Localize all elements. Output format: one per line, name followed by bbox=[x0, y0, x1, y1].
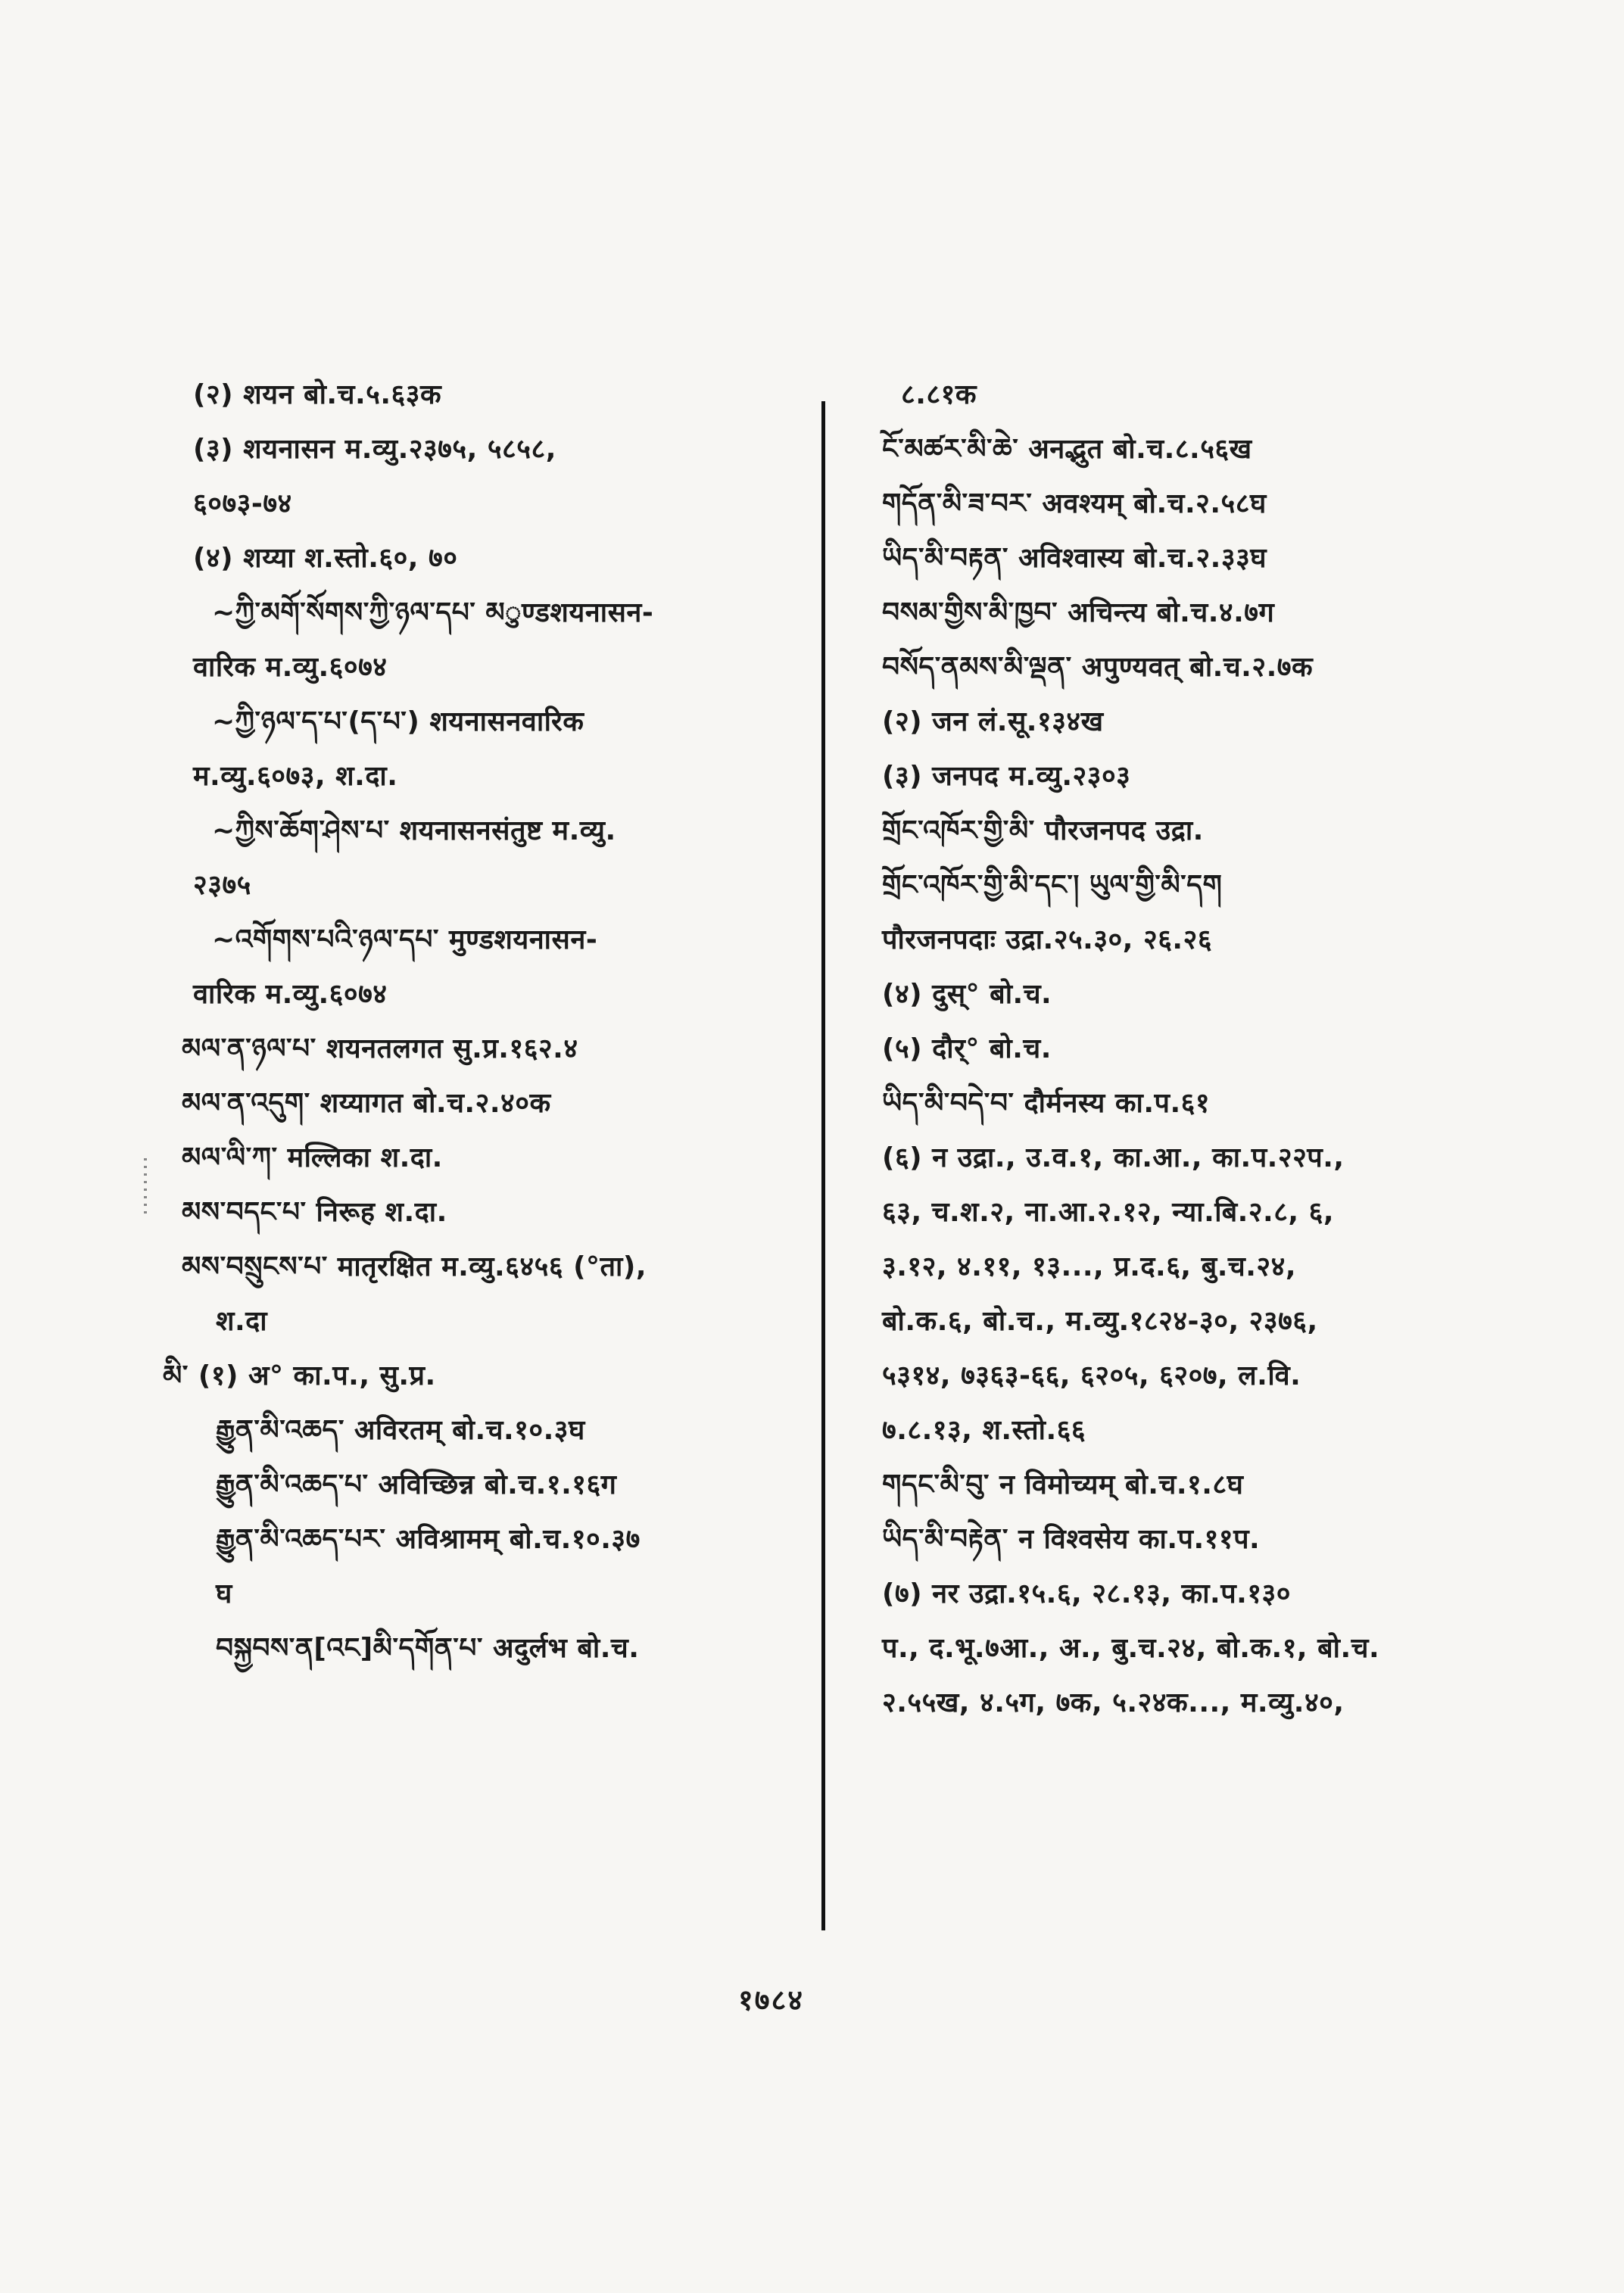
entry-line: གྲོང་འཁོར་གྱི་མི་ पौरजनपद उद्रा. bbox=[882, 815, 1204, 846]
entry-line: पौरजनपदाः उद्रा.२५.३०, २६.२६ bbox=[882, 924, 1213, 955]
entry-line: घ bbox=[216, 1578, 232, 1609]
entry-line: གདོན་མི་ཟ་བར་ अवश्यम् बो.च.२.५८घ bbox=[882, 488, 1267, 519]
entry-line: (२) जन लं.सू.१३४ख bbox=[882, 706, 1104, 737]
entry-line: वारिक म.व्यु.६०७४ bbox=[193, 979, 388, 1010]
entry-line: མལ་ན་ཉལ་པ་ शयनतलगत सु.प्र.१६२.४ bbox=[182, 1033, 578, 1064]
entry-line: वारिक म.व्यु.६०७४ bbox=[193, 652, 388, 683]
entry-line: ཡིད་མི་བརྟེན་ न विश्वसेय का.प.११प. bbox=[882, 1524, 1261, 1555]
entry-line: ~ཀྱིས་ཆོག་ཤེས་པ་ शयनासनसंतुष्ट म.व्यु. bbox=[212, 815, 616, 846]
entry-line: ཡིད་མི་བདེ་བ་ दौर्मनस्य का.प.६१ bbox=[882, 1088, 1211, 1119]
entry-line: མས་བསྲུངས་པ་ मातृरक्षित म.व्यु.६४५६ (°ता), bbox=[182, 1251, 647, 1282]
entry-line: बो.क.६, बो.च., म.व्यु.१८२४-३०, २३७६, bbox=[882, 1306, 1318, 1337]
entry-line: (४) दुस्° बो.च. bbox=[882, 979, 1052, 1010]
entry-line: (३) जनपद म.व्यु.२३०३ bbox=[882, 761, 1131, 792]
entry-line: བསམ་གྱིས་མི་ཁྱབ་ अचिन्त्य बो.च.४.७ग bbox=[882, 597, 1275, 628]
entry-line: ५३१४, ७३६३-६६, ६२०५, ६२०७, ल.वि. bbox=[882, 1360, 1301, 1391]
entry-line: (७) नर उद्रा.१५.६, २८.१३, का.प.१३० bbox=[882, 1578, 1291, 1609]
entry-line: བསོད་ནམས་མི་ལྡན་ अपुण्यवत् बो.च.२.७क bbox=[882, 652, 1314, 683]
entry-line: २३७५ bbox=[193, 870, 251, 901]
entry-line: ३.१२, ४.११, १३..., प्र.द.६, बु.च.२४, bbox=[882, 1251, 1297, 1282]
entry-line: ངོ་མཚར་མི་ཆེ་ अनद्भुत बो.च.८.५६ख bbox=[882, 434, 1252, 465]
entry-line: (२) शयन बो.च.५.६३क bbox=[193, 379, 442, 410]
margin-dots bbox=[144, 1158, 147, 1219]
entry-line: གདང་མི་བུ་ न विमोच्यम् बो.च.१.८घ bbox=[882, 1469, 1244, 1500]
entry-line: (४) शय्या श.स्तो.६०, ७० bbox=[193, 543, 458, 574]
entry-line: ཡིད་མི་བརྟན་ अविश्वास्य बो.च.२.३३घ bbox=[882, 543, 1267, 574]
entry-line: (५) दौर्° बो.च. bbox=[882, 1033, 1052, 1064]
entry-line: (६) न उद्रा., उ.व.१, का.आ., का.प.२२प., bbox=[882, 1142, 1345, 1173]
entry-line: ६०७३-७४ bbox=[193, 488, 292, 519]
entry-line: ७.८.१३, श.स्तो.६६ bbox=[882, 1415, 1086, 1446]
entry-line: ~འགོགས་པའི་ཉལ་དཔ་ मुण्डशयनासन- bbox=[212, 924, 598, 955]
entry-line: རྒྱུན་མི་འཆད་པ་ अविच्छिन्न बो.च.१.१६ग bbox=[216, 1469, 617, 1500]
entry-line: प., द.भू.७आ., अ., बु.च.२४, बो.क.१, बो.च. bbox=[882, 1633, 1380, 1664]
entry-line: (३) शयनासन म.व्यु.२३७५, ५८५८, bbox=[193, 434, 556, 465]
entry-line: མི་ (१) अ° का.प., सु.प्र. bbox=[163, 1360, 436, 1391]
right-column bbox=[882, 379, 1450, 1741]
entry-line: ६३, च.श.२, ना.आ.२.१२, न्या.बि.२.८, ६, bbox=[882, 1197, 1335, 1228]
entry-line: མལ་ལི་ཀ་ मल्लिका श.दा. bbox=[182, 1142, 443, 1173]
entry-line: རྒྱུན་མི་འཆད་ अविरतम् बो.च.१०.३घ bbox=[216, 1415, 585, 1446]
entry-line: རྒྱུན་མི་འཆད་པར་ अविश्रामम् बो.च.१०.३७ bbox=[216, 1524, 641, 1555]
entry-line: མལ་ན་འདུག་ शय्यागत बो.च.२.४०क bbox=[182, 1088, 551, 1119]
entry-line: म.व्यु.६०७३, श.दा. bbox=[193, 761, 398, 792]
entry-line: २.५५ख, ४.५ग, ७क, ५.२४क..., म.व्यु.४०, bbox=[882, 1687, 1345, 1718]
entry-line: བསྐྱབས་ན[འང]མི་དགོན་པ་ अदुर्लभ बो.च. bbox=[216, 1633, 640, 1664]
entry-line: श.दा bbox=[216, 1306, 268, 1337]
column-divider bbox=[821, 401, 825, 1930]
left-column bbox=[163, 379, 806, 1687]
entry-line: ~ཀྱི་ཉལ་ད་པ་(ད་པ་) शयनासनवारिक bbox=[212, 706, 584, 737]
entry-line: ८.८१क bbox=[901, 379, 977, 410]
entry-line: མས་བདང་པ་ निरूह श.दा. bbox=[182, 1197, 447, 1228]
entry-line: ~ཀྱི་མགོ་སོགས་ཀྱི་ཉལ་དཔ་ མुण्डशयनासन- bbox=[212, 597, 654, 628]
page-number: १७८४ bbox=[738, 1983, 805, 2017]
entry-line: གྲོང་འཁོར་གྱི་མི་དང་། ཡུལ་གྱི་མི་དག bbox=[882, 870, 1223, 901]
